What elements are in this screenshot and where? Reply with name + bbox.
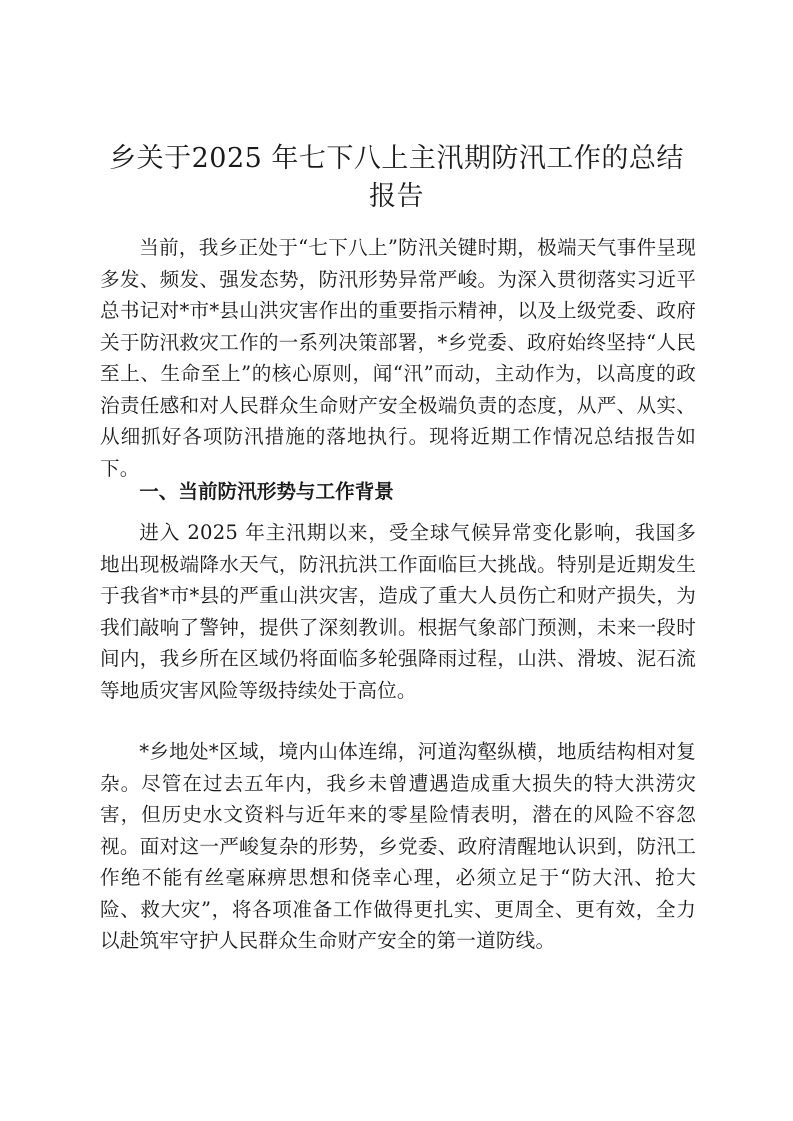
section-heading: 一、当前防汛形势与工作背景 — [139, 480, 394, 503]
section-paragraph: 进入 2025 年主汛期以来，受全球气候异常变化影响，我国多地出现极端降水天气，防汛抗洪工作面临巨大挑战。特别是近期发生于我省*市*县的严重山洪灾害，造成了重大人员伤亡和财产损失，为我们敲响了警钟，提供了深刻教训。根据气象部门预测，未来一段时间内，我乡所在区域仍将面临多轮强降雨过程，山洪、滑坡、泥石流等地质灾害风险等级持续处于高位。 — [100, 521, 696, 702]
intro-paragraph: 当前，我乡正处于“七下八上”防汛关键时期，极端天气事件呈现多发、频发、强发态势，防汛形势异常严峻。为深入贯彻落实习近平总书记对*市*县山洪灾害作出的重要指示精神，以及上级党委、政府关于防汛救灾工作的一系列决策部署，*乡党委、政府始终坚持“人民至上、生命至上”的核心原则，闻“汛”而动，主动作为，以高度的政治责任感和对人民群众生命财产安全极端负责的态度，从严、从实、从细抓好各项防汛措施的落地执行。现将近期工作情况总结报告如下。 — [100, 236, 696, 480]
document-title: 乡关于2025 年七下八上主汛期防汛工作的总结报告 — [109, 143, 684, 212]
section-paragraph: *乡地处*区域，境内山体连绵，河道沟壑纵横，地质结构相对复杂。尽管在过去五年内，我乡未曾遭遇造成重大损失的特大洪涝灾害，但历史水文资料与近年来的零星险情表明，潜在的风险不容忽视。面对这一严峻复杂的形势，乡党委、政府清醒地认识到，防汛工作绝不能有丝毫麻痹思想和侥幸心理，必须立足于“防大汛、抢大险、救大灾”，将各项准备工作做得更扎实、更周全、更有效，全力以赴筑牢守护人民群众生命财产安全的第一道防线。 — [100, 740, 696, 952]
